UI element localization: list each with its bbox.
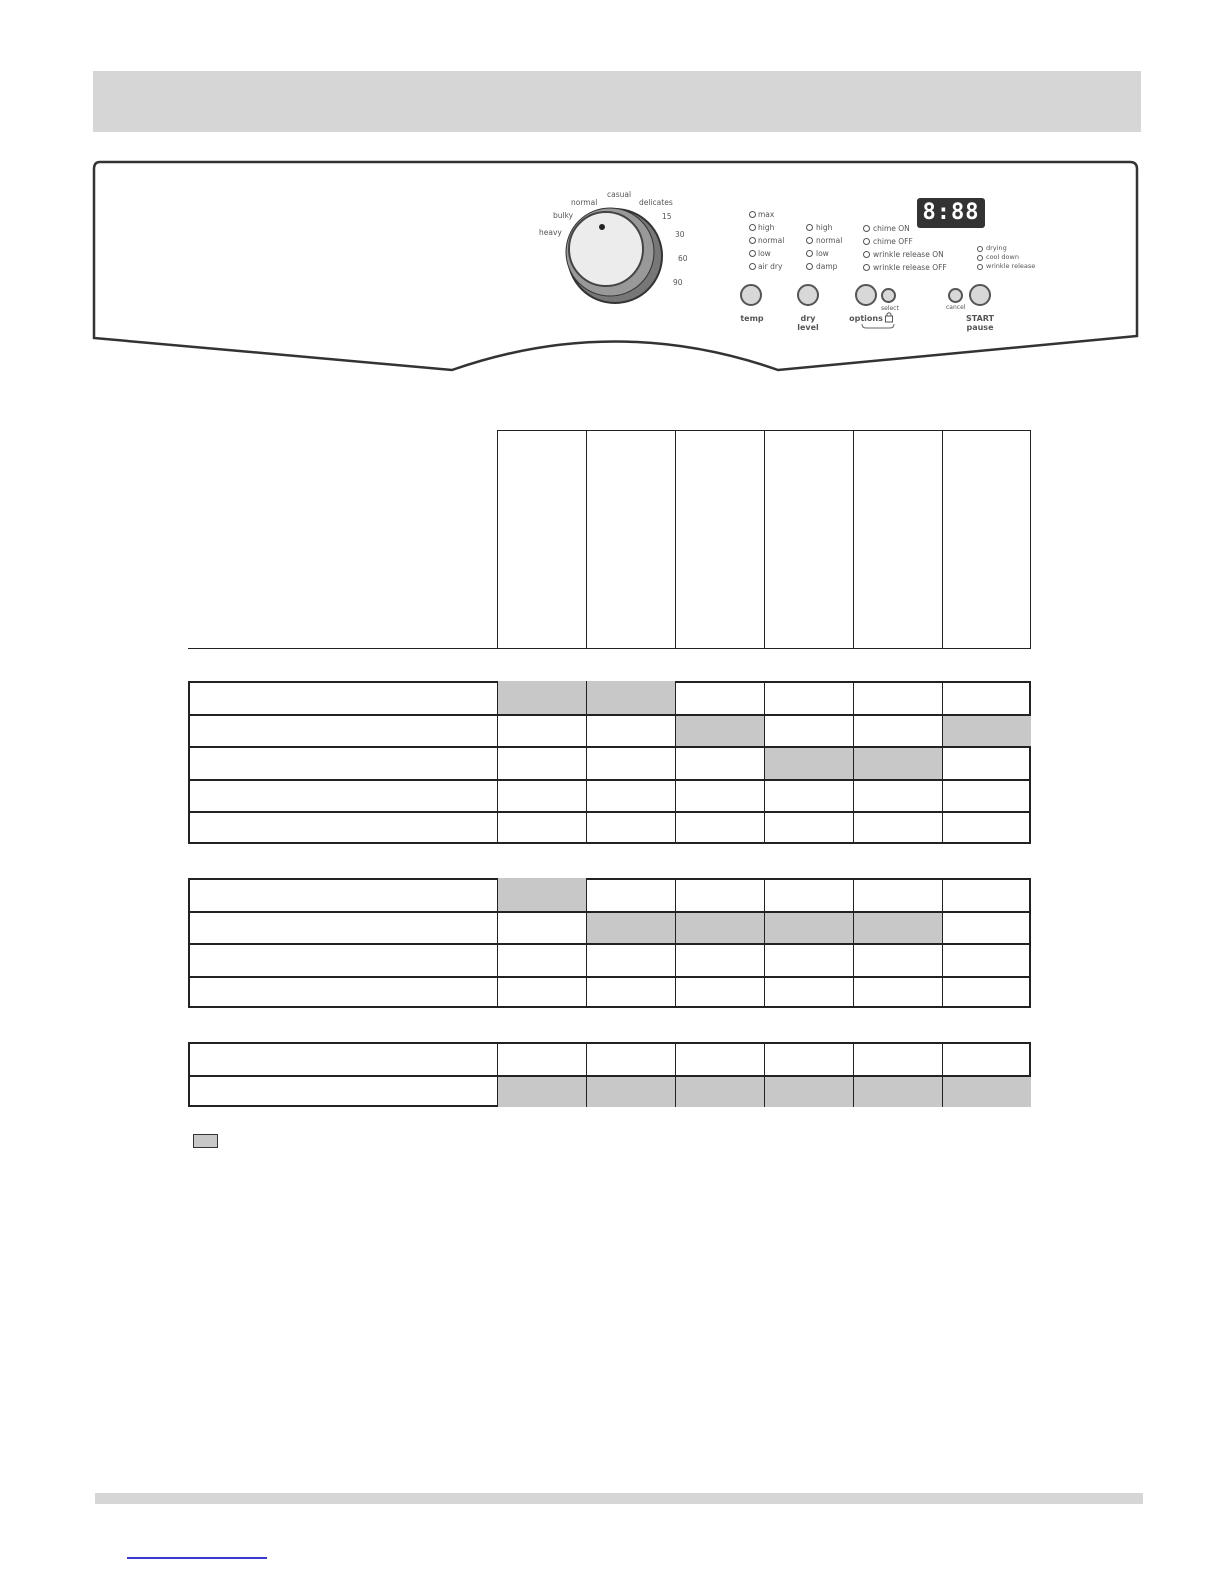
footer-bar <box>95 1493 1143 1504</box>
matrix-row <box>188 976 1031 1009</box>
led-icon <box>977 255 983 261</box>
matrix-cell-shaded <box>497 878 586 911</box>
matrix-row <box>188 911 1031 944</box>
matrix-cell <box>497 943 586 976</box>
option-wrinkle-off: wrinkle release OFF <box>873 263 947 272</box>
legend-shaded-swatch <box>193 1134 218 1148</box>
options-button <box>855 284 877 306</box>
matrix-cell-shaded <box>942 1075 1031 1108</box>
matrix-cell <box>675 976 764 1009</box>
matrix-cell <box>497 714 586 747</box>
matrix-cell <box>586 811 675 844</box>
matrix-cell <box>853 779 942 812</box>
matrix-cell <box>675 943 764 976</box>
led-icon <box>749 250 756 257</box>
matrix-cell <box>497 1042 586 1075</box>
matrix-group <box>188 1042 1031 1107</box>
matrix-cell <box>853 943 942 976</box>
led-icon <box>863 238 870 245</box>
status-cool-down: cool down <box>986 253 1019 261</box>
led-icon <box>977 246 983 252</box>
led-icon <box>806 263 813 270</box>
led-icon <box>977 264 983 270</box>
led-icon <box>749 211 756 218</box>
dry-option-high: high <box>816 223 833 232</box>
matrix-cell <box>942 1042 1031 1075</box>
matrix-cell-shaded <box>675 911 764 944</box>
matrix-row-label-cell <box>188 1075 497 1108</box>
matrix-cell <box>675 779 764 812</box>
matrix-column-header <box>586 430 675 649</box>
temp-option-air-dry: air dry <box>758 262 783 271</box>
dry-level-label-level: level <box>797 323 819 332</box>
lock-icon <box>884 311 894 323</box>
matrix-row-label-cell <box>188 681 497 714</box>
options-button-label: options <box>849 314 883 323</box>
matrix-row-label-cell <box>188 714 497 747</box>
cycle-dial-knob <box>569 212 643 286</box>
matrix-row-label-cell <box>188 811 497 844</box>
option-chime-off: chime OFF <box>873 237 913 246</box>
header-bar <box>93 71 1141 132</box>
matrix-row-label-cell <box>188 1042 497 1075</box>
matrix-cell <box>497 811 586 844</box>
matrix-cell <box>853 878 942 911</box>
matrix-column-header <box>497 430 586 649</box>
start-button-label: START <box>965 314 995 323</box>
matrix-row-label-cell <box>188 746 497 779</box>
matrix-cell <box>764 681 853 714</box>
matrix-row <box>188 746 1031 779</box>
matrix-cell <box>586 746 675 779</box>
matrix-column-header <box>675 430 764 649</box>
matrix-cell-shaded <box>942 714 1031 747</box>
matrix-cell <box>586 1042 675 1075</box>
matrix-row <box>188 811 1031 844</box>
status-wrinkle-release: wrinkle release <box>986 262 1036 270</box>
matrix-cell <box>853 1042 942 1075</box>
matrix-cell <box>942 681 1031 714</box>
matrix-cell <box>942 779 1031 812</box>
matrix-cell <box>497 911 586 944</box>
options-bracket <box>860 323 898 331</box>
matrix-cell <box>853 976 942 1009</box>
time-display: 8:88 <box>917 198 985 228</box>
led-icon <box>863 225 870 232</box>
select-button <box>881 288 896 303</box>
temp-option-max: max <box>758 210 775 219</box>
temp-option-high: high <box>758 223 775 232</box>
matrix-row-label-cell <box>188 943 497 976</box>
dial-indicator-dot <box>599 224 605 230</box>
led-icon <box>806 250 813 257</box>
led-icon <box>806 237 813 244</box>
dial-label-90: 90 <box>673 278 683 287</box>
matrix-cell <box>942 911 1031 944</box>
dial-label-heavy: heavy <box>539 228 562 237</box>
matrix-cell-shaded <box>764 1075 853 1108</box>
matrix-row <box>188 1075 1031 1108</box>
matrix-cell <box>586 714 675 747</box>
dial-label-bulky: bulky <box>553 211 574 220</box>
matrix-group <box>188 878 1031 1008</box>
matrix-cell <box>942 746 1031 779</box>
dial-label-normal: normal <box>571 198 598 207</box>
dry-option-damp: damp <box>816 262 838 271</box>
matrix-cell <box>942 811 1031 844</box>
matrix-cell <box>764 976 853 1009</box>
matrix-cell <box>675 746 764 779</box>
matrix-cell <box>764 811 853 844</box>
temp-option-normal: normal <box>758 236 785 245</box>
led-icon <box>749 237 756 244</box>
dry-level-button <box>797 284 819 306</box>
matrix-row <box>188 779 1031 812</box>
temp-button-label: temp <box>740 314 764 323</box>
matrix-cell <box>853 681 942 714</box>
matrix-row-label-cell <box>188 878 497 911</box>
matrix-cell-shaded <box>853 1075 942 1108</box>
led-icon <box>749 224 756 231</box>
matrix-cell <box>853 714 942 747</box>
dial-label-30: 30 <box>675 230 685 239</box>
matrix-cell-shaded <box>586 1075 675 1108</box>
matrix-cell <box>764 1042 853 1075</box>
start-pause-button <box>969 284 991 306</box>
matrix-cell-shaded <box>675 1075 764 1108</box>
matrix-cell <box>497 746 586 779</box>
matrix-cell <box>675 1042 764 1075</box>
led-icon <box>806 224 813 231</box>
matrix-cell <box>764 714 853 747</box>
matrix-cell <box>675 878 764 911</box>
cancel-button <box>948 288 963 303</box>
dial-label-casual: casual <box>607 190 632 199</box>
led-icon <box>863 251 870 258</box>
matrix-cell-shaded <box>497 1075 586 1108</box>
matrix-cell <box>942 976 1031 1009</box>
matrix-cell <box>586 943 675 976</box>
dial-label-15: 15 <box>662 212 672 221</box>
footer-link <box>127 1557 267 1559</box>
matrix-cell-shaded <box>497 681 586 714</box>
matrix-row <box>188 681 1031 714</box>
dry-level-label-dry: dry <box>800 314 816 323</box>
select-button-label: select <box>881 305 899 312</box>
matrix-cell <box>675 681 764 714</box>
matrix-row <box>188 878 1031 911</box>
matrix-cell-shaded <box>675 714 764 747</box>
matrix-cell <box>942 943 1031 976</box>
matrix-cell <box>764 943 853 976</box>
matrix-column-header <box>853 430 942 649</box>
matrix-cell <box>853 811 942 844</box>
matrix-cell-shaded <box>586 681 675 714</box>
matrix-cell <box>586 779 675 812</box>
led-icon <box>863 264 870 271</box>
dial-label-delicates: delicates <box>639 198 673 207</box>
matrix-cell-shaded <box>764 911 853 944</box>
matrix-cell <box>497 779 586 812</box>
status-drying: drying <box>986 244 1007 252</box>
matrix-cell-shaded <box>853 746 942 779</box>
matrix-cell <box>764 878 853 911</box>
matrix-column-header <box>764 430 853 649</box>
matrix-row-label-cell <box>188 976 497 1009</box>
matrix-cell-shaded <box>586 911 675 944</box>
matrix-cell-shaded <box>764 746 853 779</box>
dial-label-60: 60 <box>678 254 688 263</box>
matrix-row <box>188 714 1031 747</box>
matrix-header-baseline <box>188 648 1031 649</box>
dry-option-normal: normal <box>816 236 843 245</box>
matrix-row-label-cell <box>188 779 497 812</box>
matrix-row <box>188 1042 1031 1075</box>
option-chime-on: chime ON <box>873 224 910 233</box>
matrix-cell-shaded <box>853 911 942 944</box>
dry-option-low: low <box>816 249 829 258</box>
matrix-cell <box>586 878 675 911</box>
matrix-row-label-cell <box>188 911 497 944</box>
matrix-group <box>188 681 1031 844</box>
matrix-cell <box>497 976 586 1009</box>
matrix-column-header <box>942 430 1031 649</box>
temp-button <box>740 284 762 306</box>
led-icon <box>749 263 756 270</box>
matrix-cell <box>942 878 1031 911</box>
matrix-cell <box>586 976 675 1009</box>
matrix-cell <box>764 779 853 812</box>
pause-button-label: pause <box>966 323 994 332</box>
cancel-button-label: cancel <box>946 304 966 311</box>
matrix-cell <box>675 811 764 844</box>
option-wrinkle-on: wrinkle release ON <box>873 250 944 259</box>
temp-option-low: low <box>758 249 771 258</box>
dryer-control-panel <box>90 158 1140 376</box>
matrix-row <box>188 943 1031 976</box>
